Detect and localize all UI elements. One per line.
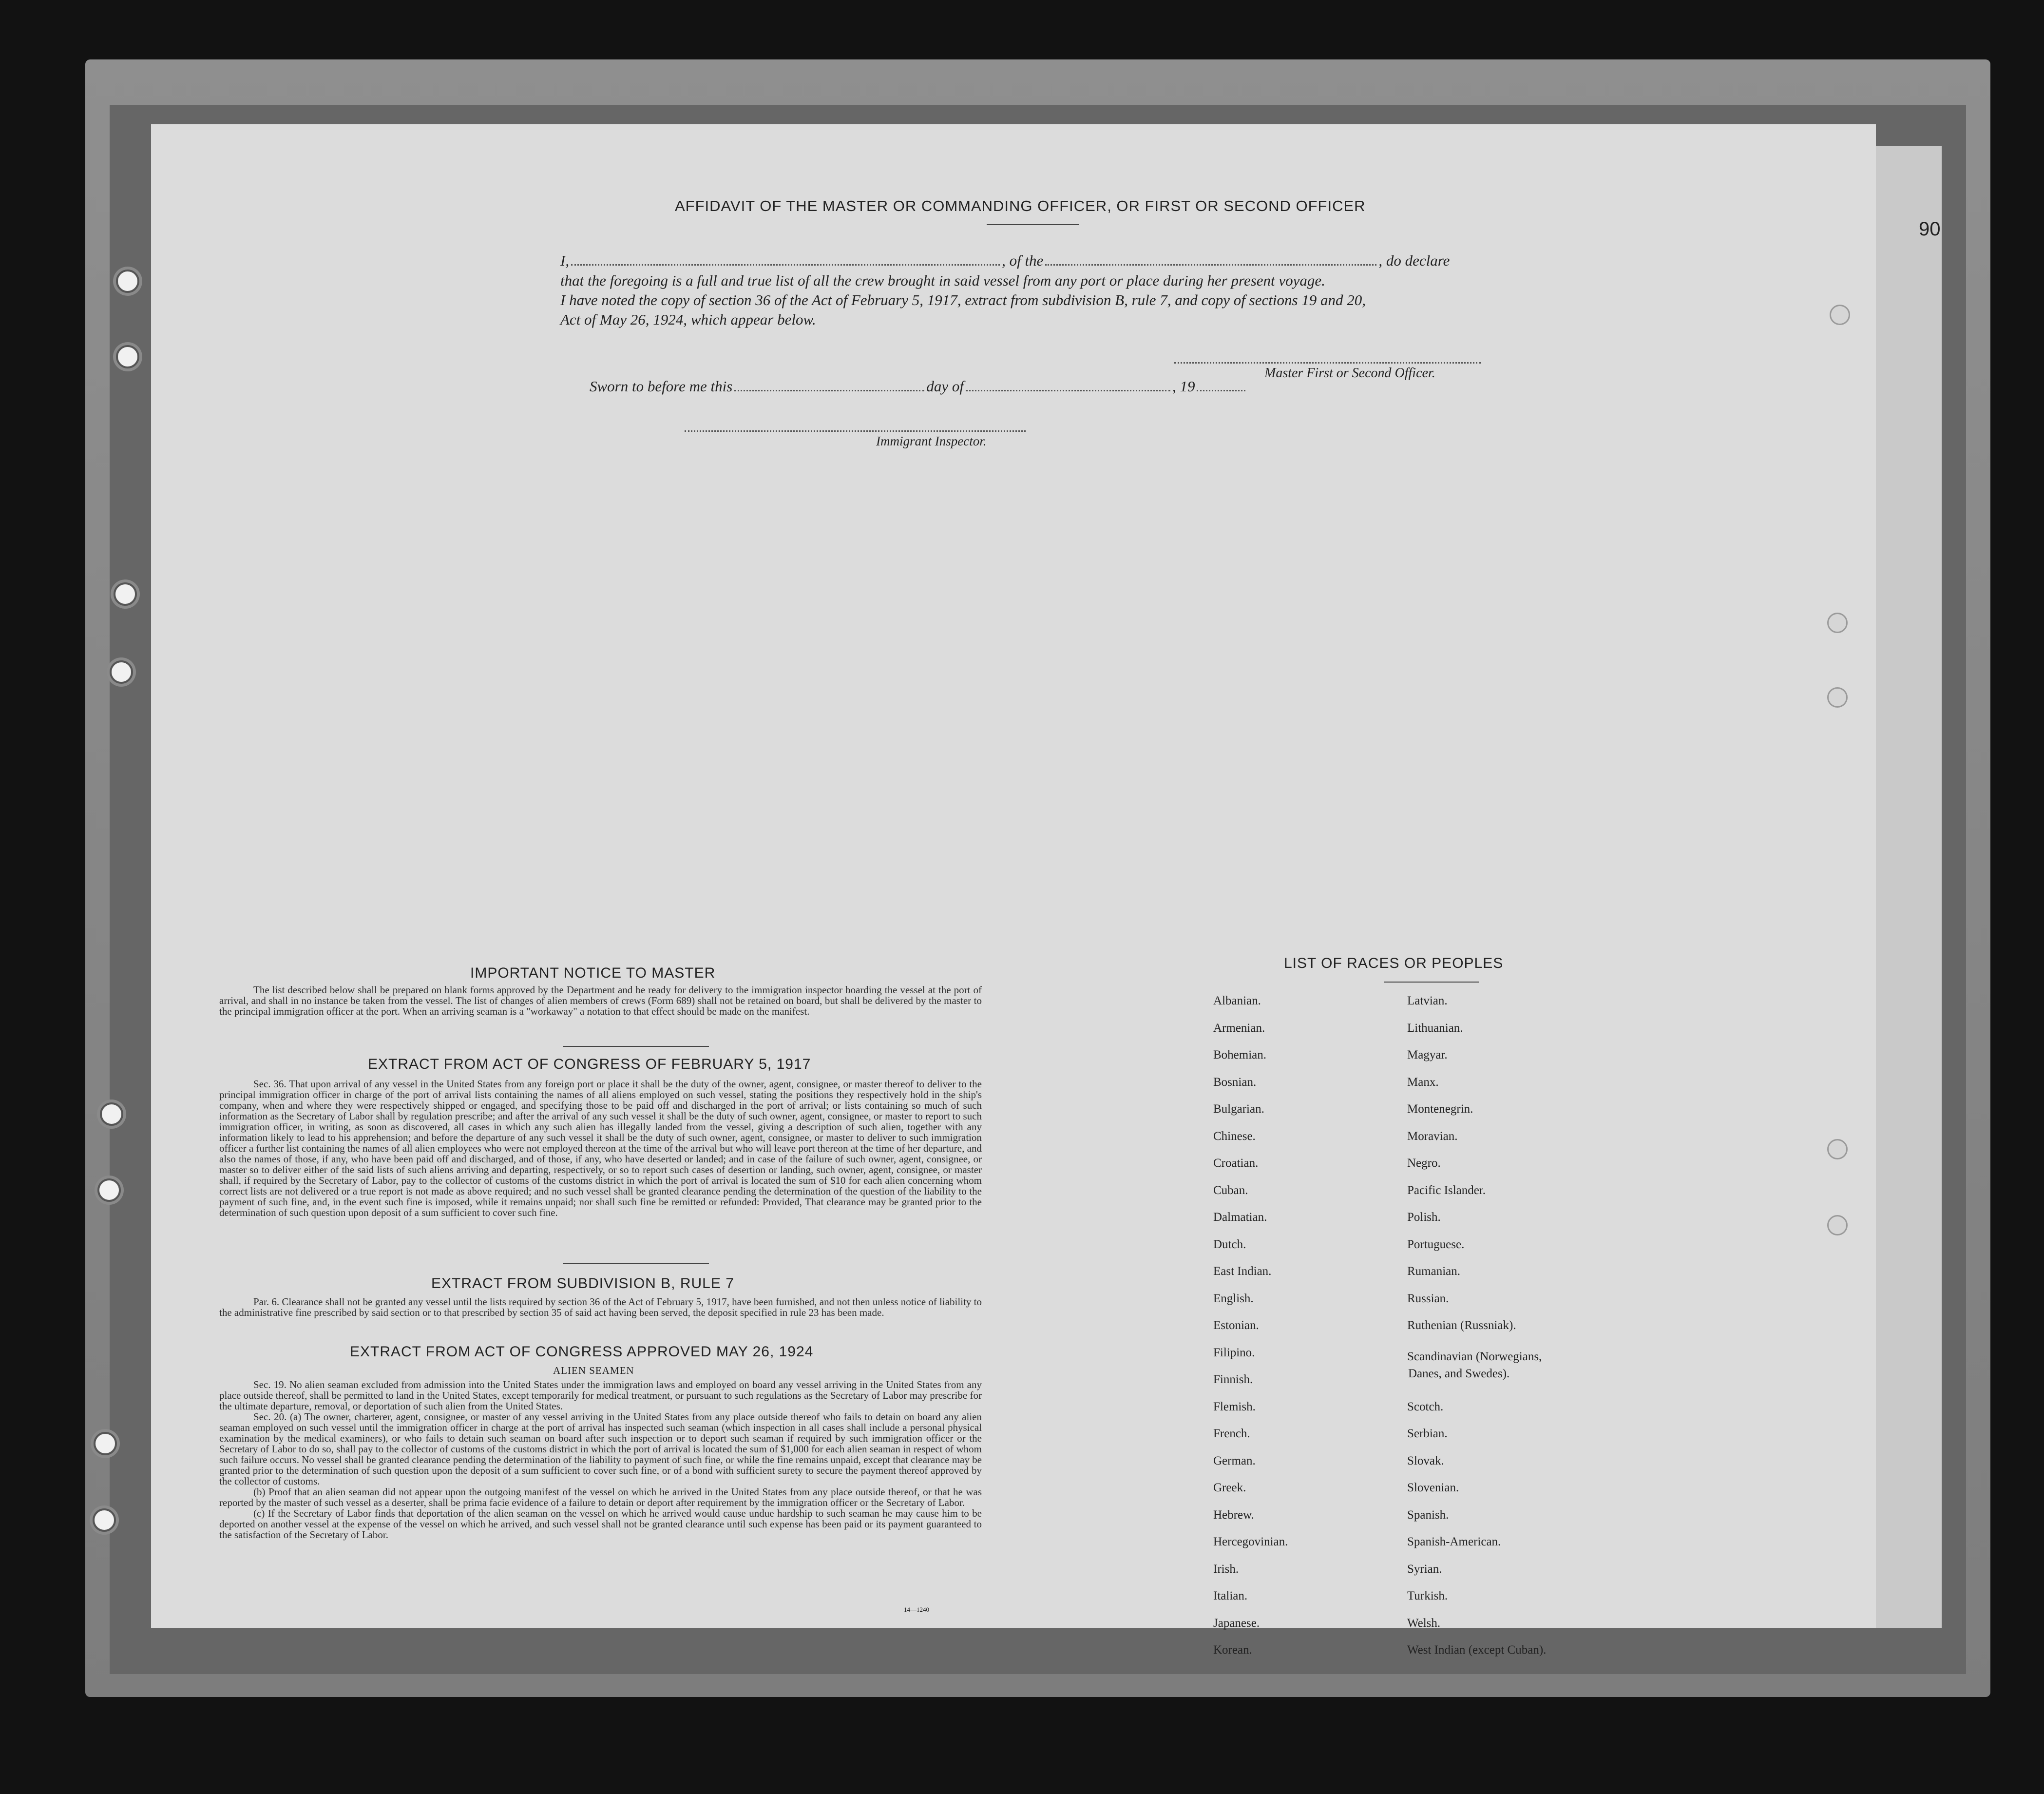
extract-1917-body (219, 1079, 982, 1218)
race-item: Cuban. (1213, 1184, 1248, 1197)
sec-20a-text: Sec. 20. (a) The owner, charterer, agent, consignee, or master of any vessel arriving in the United States from any place outside thereof who fails to detain on board any alien seaman employed on such vessel until the immigration officer in charge at the port of arrival has inspected such seaman (which inspection in all cases shall include a personal physical examination by the medical examiners), or who fails to detain such seaman on board after such inspection or to deport such seaman if required by such immigration officer or the Secretary of Labor to do so, shall pay to the collector of customs of the customs district in which the port of arrival is located the sum of $1,000 for each alien seaman in respect of whom such failure occurs. No vessel shall be granted clearance pending the determination of the liability to payment of such fine, or while the fine remains unpaid, except that clearance may be granted prior to the determination of such question upon the deposit of a sum sufficient to cover such fine, or of a bond with sufficient surety to secure the payment thereof approved by the collector of customs. (219, 1411, 982, 1487)
race-item: Lithuanian. (1407, 1022, 1463, 1035)
race-item: Estonian. (1213, 1319, 1259, 1332)
extract-rule7-title: EXTRACT FROM SUBDIVISION B, RULE 7 (431, 1275, 734, 1292)
race-item: Scotch. (1407, 1400, 1444, 1413)
race-item: German. (1213, 1454, 1256, 1467)
race-item: Turkish. (1407, 1589, 1448, 1602)
race-item: Hercegovinian. (1213, 1535, 1288, 1548)
race-item: Russian. (1407, 1292, 1449, 1305)
year-text: , 19 (1172, 378, 1195, 395)
page-hole (1827, 1215, 1848, 1235)
race-item: Slovak. (1407, 1454, 1444, 1467)
race-item: Rumanian. (1407, 1265, 1461, 1278)
race-item: Syrian. (1407, 1563, 1442, 1576)
binder-hole (94, 1432, 117, 1455)
race-item: Irish. (1213, 1563, 1239, 1576)
inspector-signature-blank[interactable] (685, 430, 1026, 432)
title-divider (987, 224, 1079, 225)
race-item: Spanish-American. (1407, 1535, 1501, 1548)
master-signature-blank[interactable] (1174, 362, 1481, 364)
race-item: French. (1213, 1427, 1250, 1440)
day-of-text: day of (926, 378, 964, 395)
page-hole (1827, 613, 1848, 633)
binder-hole (100, 1102, 123, 1126)
sworn-line (590, 378, 1247, 395)
race-item: Greek. (1213, 1481, 1246, 1494)
race-item: Croatian. (1213, 1157, 1259, 1170)
document-page (151, 124, 1876, 1657)
races-title: LIST OF RACES OR PEOPLES (1284, 955, 1504, 971)
race-item: Bulgarian. (1213, 1102, 1264, 1116)
race-item: Polish. (1407, 1211, 1441, 1224)
notice-text: The list described below shall be prepared on blank forms approved by the Department and be ready for delivery to the immigration inspector boarding the vessel at the port of arrival, and shall in no instance be taken from the vessel. The list of changes of alien members of crews (Form 689) shall not be retained on board, but shall be delivered by the master to the principal immigration officer at the port. When an arriving seaman is a "workaway" a notation to that effect should be made on the manifest. (219, 984, 982, 1017)
binder-hole (97, 1178, 121, 1202)
race-item: Finnish. (1213, 1373, 1253, 1386)
binder-hole (116, 345, 139, 368)
race-item-continuation: Danes, and Swedes). (1408, 1367, 1510, 1380)
extract-1917-title: EXTRACT FROM ACT OF CONGRESS OF FEBRUARY 5, 1917 (368, 1056, 811, 1072)
race-item: Japanese. (1213, 1617, 1260, 1630)
race-item: Chinese. (1213, 1130, 1256, 1143)
race-item: Flemish. (1213, 1400, 1256, 1413)
extract-1924-body (219, 1379, 982, 1540)
form-number: 14—1240 (904, 1606, 929, 1613)
race-item: Bohemian. (1213, 1048, 1267, 1061)
race-item: Serbian. (1407, 1427, 1448, 1440)
name-blank[interactable] (571, 264, 1000, 266)
page-hole (1827, 687, 1848, 708)
sec-20b-text: (b) Proof that an alien seaman did not appear upon the outgoing manifest of the vessel on which he arrived in the United States from any place outside thereof, or that he was reported by the master of such vessel as a deserter, shall be prima facie evidence of a failure to detain or deport after requirement by the immigration officer or the Secretary of Labor. (219, 1486, 982, 1508)
alien-seamen-subtitle: ALIEN SEAMEN (553, 1365, 634, 1376)
affidavit-body-line3: Act of May 26, 1924, which appear below. (560, 311, 816, 328)
race-item: Moravian. (1407, 1130, 1458, 1143)
inspector-label: Immigrant Inspector. (876, 434, 987, 448)
sworn-year-blank[interactable] (1197, 390, 1245, 391)
race-item: Slovenian. (1407, 1481, 1459, 1494)
binder-hole (110, 660, 133, 684)
race-item: Dutch. (1213, 1238, 1246, 1251)
sec-19-text: Sec. 19. No alien seaman excluded from admission into the United States under the immigration laws and employed on board any vessel arriving in the United States from any place outside thereof, shall be permitted to land in the United States, except temporarily for medical treatment, or pursuant to such regulations as the Secretary of Labor may prescribe for the ultimate departure, removal, or deportation of such alien from the United States. (219, 1379, 982, 1412)
race-item: Magyar. (1407, 1048, 1448, 1061)
sec-20c-text: (c) If the Secretary of Labor finds that deportation of the alien seaman on the vessel on which he arrived would cause undue hardship to such seaman he may cause him to be deported on another vessel at the expense of the vessel on which he arrived, and such vessel shall not be granted clearance until such expense has been paid or its payment guaranteed to the satisfaction of the Secretary of Labor. (219, 1507, 982, 1541)
page-number: 90 (1919, 218, 1941, 240)
sec-36-text: Sec. 36. That upon arrival of any vessel in the United States from any foreign port or place it shall be the duty of the owner, agent, consignee, or master thereof to deliver to the principal immigration officer in charge of the port of arrival lists containing the names of all aliens employed on such vessel, stating the positions they respectively hold in the ship's company, when and where they were respectively shipped or engaged, and specifying those to be paid off and discharged in the port of arrival; or lists containing so much of such information as the Secretary of Labor shall by regulation prescribe; and after the arrival of any such vessel it shall be the duty of such owner, agent, consignee, or master to report to such immigration officer, in writing, as soon as discovered, all cases in which any such alien has illegally landed from the vessel, giving a description of such alien, together with any information likely to lead to his apprehension; and before the departure of any such vessel it shall be the duty of such owner, agent, consignee, or master to deliver to such immigration officer a further list containing the names of all alien employees who were not employed thereon at the time of the arrival but who will leave port thereon at the time of her departure, and also the names of those, if any, who have been paid off and discharged, and of those, if any, who have deserted or landed; and in case of the failure of such owner, agent, consignee, or master so to deliver either of the said lists of such aliens arriving and departing, respectively, or so to report such cases of desertion or landing, such owner, agent, consignee, or master shall, if required by the Secretary of Labor, pay to the collector of customs of the customs district in which the port of arrival is located the sum of $10 for each alien concerning whom correct lists are not delivered or a true report is not made as above required; and no such vessel shall be granted clearance pending the determination of the question of the liability to the payment of such fine, and, in the event such fine is imposed, while it remains unpaid; nor shall such fine be remitted or refunded: Provided, That clearance may be granted prior to the determination of such question upon deposit of a sum sufficient to cover such fine. (219, 1078, 982, 1218)
affidavit-i: I, (560, 252, 570, 269)
race-item: Portuguese. (1407, 1238, 1465, 1251)
race-item: Scandinavian (Norwegians, (1407, 1350, 1542, 1363)
race-item: Pacific Islander. (1407, 1184, 1486, 1197)
notice-title: IMPORTANT NOTICE TO MASTER (470, 965, 716, 981)
vessel-blank[interactable] (1045, 264, 1376, 266)
extract-rule7-body (219, 1296, 982, 1318)
affidavit-body-line2: I have noted the copy of section 36 of the Act of February 5, 1917, extract from subdivision B, rule 7, and copy of sections 19 and 20, (560, 291, 1366, 309)
race-item: Armenian. (1213, 1022, 1265, 1035)
sworn-text: Sworn to before me this (590, 378, 733, 395)
binder-hole (93, 1508, 116, 1532)
race-item: Dalmatian. (1213, 1211, 1267, 1224)
par-6-text: Par. 6. Clearance shall not be granted any vessel until the lists required by section 36 of the Act of February 5, 1917, have been furnished, and not then unless notice of liability to the administrative fine prescribed by said section or to that prescribed by section 35 of said act having been served, the deposit specified in rule 23 has been made. (219, 1296, 982, 1318)
affidavit-do-declare: , do declare (1378, 252, 1450, 269)
affidavit-title: AFFIDAVIT OF THE MASTER OR COMMANDING OFFICER, OR FIRST OR SECOND OFFICER (675, 197, 1366, 214)
notice-body (219, 984, 982, 1017)
master-label: Master First or Second Officer. (1264, 366, 1435, 381)
race-item: Manx. (1407, 1076, 1439, 1089)
race-item: Latvian. (1407, 994, 1448, 1007)
race-item: Albanian. (1213, 994, 1261, 1007)
race-item: Filipino. (1213, 1346, 1255, 1359)
sworn-day-blank[interactable] (734, 390, 924, 391)
affidavit-of-the: , of the (1002, 252, 1044, 269)
race-item: East Indian. (1213, 1265, 1272, 1278)
race-item: Welsh. (1407, 1617, 1441, 1630)
race-item: Hebrew. (1213, 1508, 1254, 1522)
race-item: Spanish. (1407, 1508, 1449, 1522)
race-item: Bosnian. (1213, 1076, 1257, 1089)
affidavit-body-line1: that the foregoing is a full and true list of all the crew brought in said vessel from any port or place during her present voyage. (560, 272, 1325, 289)
section-divider (563, 1046, 709, 1047)
page-hole (1830, 305, 1850, 325)
sworn-month-blank[interactable] (966, 390, 1170, 391)
binder-hole (114, 582, 137, 606)
extract-1924-title: EXTRACT FROM ACT OF CONGRESS APPROVED MAY 26, 1924 (350, 1344, 814, 1360)
race-item: Montenegrin. (1407, 1102, 1473, 1116)
race-item: Italian. (1213, 1589, 1248, 1602)
race-item: Ruthenian (Russniak). (1407, 1319, 1516, 1332)
race-item: Negro. (1407, 1157, 1441, 1170)
binder-hole (116, 270, 139, 293)
section-divider (563, 1263, 709, 1264)
page-hole (1827, 1139, 1848, 1159)
race-item: Korean. (1213, 1643, 1252, 1657)
race-item: West Indian (except Cuban). (1407, 1643, 1547, 1657)
affidavit-declaration-line (560, 252, 1450, 270)
race-item: English. (1213, 1292, 1254, 1305)
races-divider (1384, 982, 1479, 983)
